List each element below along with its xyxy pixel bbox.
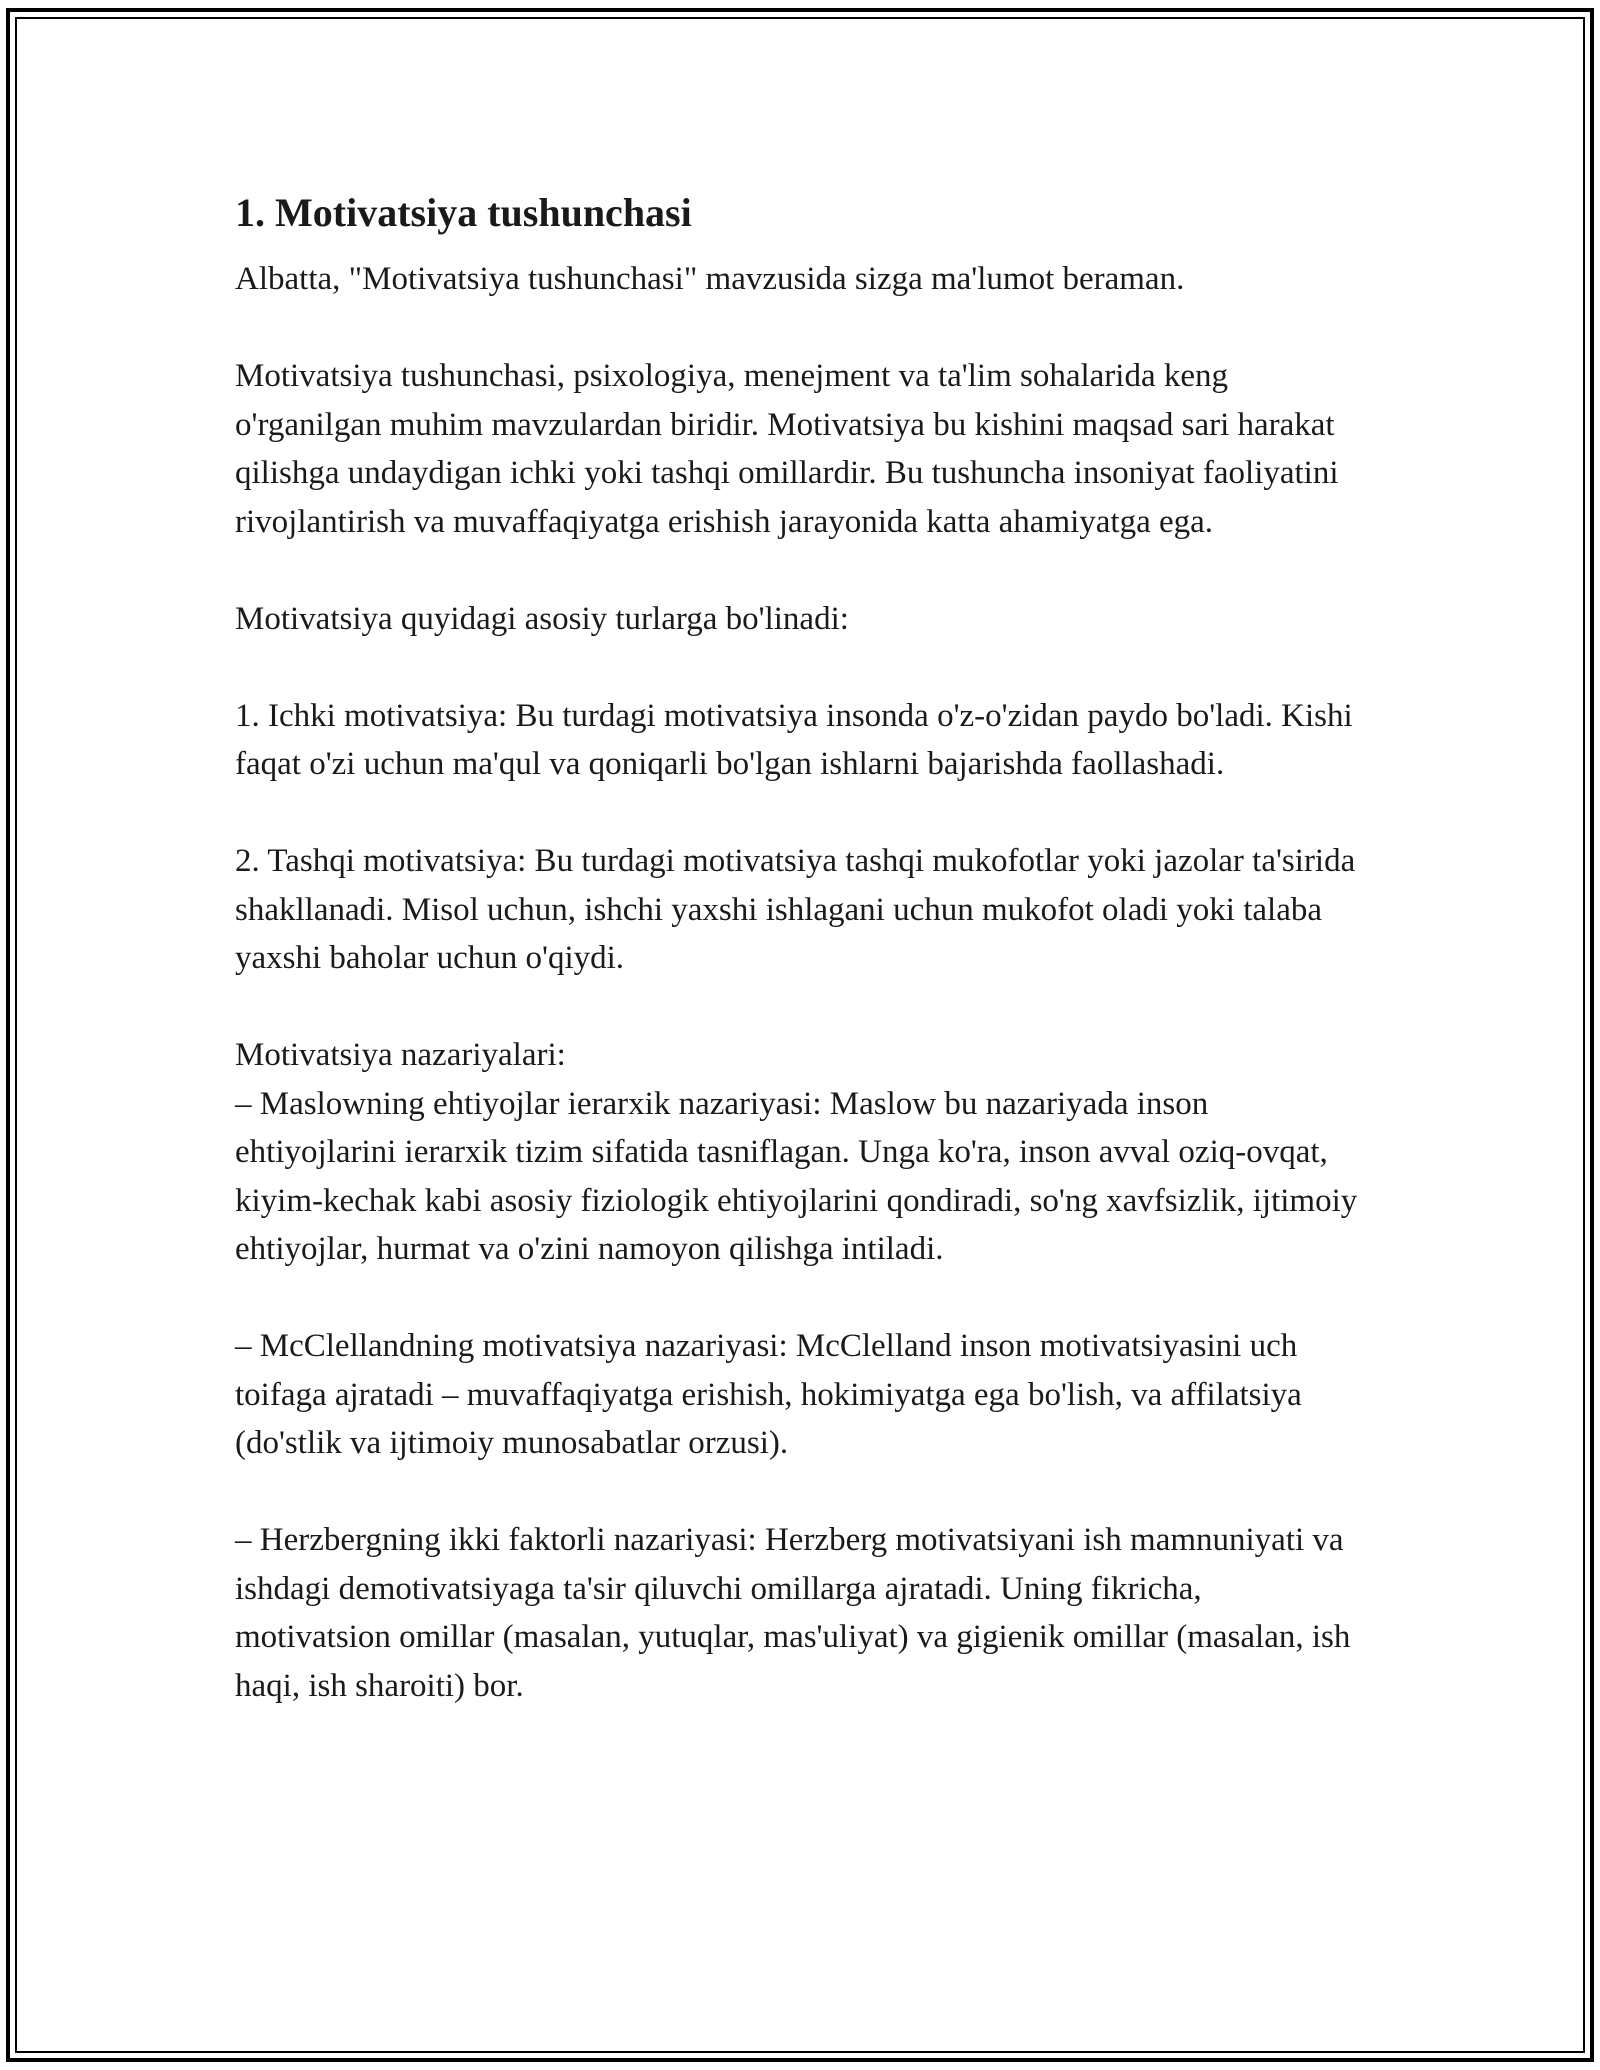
maslow-theory-paragraph: – Maslowning ehtiyojlar ierarxik nazariyasi: Maslow bu nazariyada inson ehtiyojlarini ierarxik tizim sifatida tasniflagan. Unga ko'ra, inson avval oziq-ovqat, kiyim-kechak kabi asosiy fiziologik ehtiyojlarini qondiradi, so'ng xavfsizlik, ijtimoiy ehtiyojlar, hurmat va o'zini namoyon qilishga intiladi. — [235, 1085, 1358, 1267]
document-body — [235, 185, 1365, 1759]
definition-paragraph: Motivatsiya tushunchasi, psixologiya, menejment va ta'lim sohalarida keng o'rganilgan muhim mavzulardan biridir. Motivatsiya bu kishini maqsad sari harakat qilishga undaydigan ichki yoki tashqi omillardir. Bu tushuncha insoniyat faoliyatini rivojlantirish va muvaffaqiyatga erishish jarayonida katta ahamiyatga ega. — [235, 358, 1339, 540]
intrinsic-motivation-paragraph: 1. Ichki motivatsiya: Bu turdagi motivatsiya insonda o'z-o'zidan paydo bo'ladi. Kishi faqat o'zi uchun ma'qul va qoniqarli bo'lgan ishlarni bajarishda faollashadi. — [235, 697, 1353, 782]
herzberg-theory-paragraph: – Herzbergning ikki faktorli nazariyasi: Herzberg motivatsiyani ish mamnuniyati va ishdagi demotivatsiyaga ta'sir qiluvchi omillarga ajratadi. Uning fikricha, motivatsion omillar (masalan, yutuqlar, mas'uliyat) va gigienik omillar (masalan, ish haqi, ish sharoiti) bor. — [235, 1522, 1351, 1704]
intro-paragraph: Albatta, "Motivatsiya tushunchasi" mavzusida sizga ma'lumot beraman. — [235, 261, 1185, 297]
theories-heading-paragraph: Motivatsiya nazariyalari: — [235, 1037, 566, 1073]
types-heading-paragraph: Motivatsiya quyidagi asosiy turlarga bo'linadi: — [235, 600, 849, 637]
extrinsic-motivation-paragraph: 2. Tashqi motivatsiya: Bu turdagi motivatsiya tashqi mukofotlar yoki jazolar ta'sirida shakllanadi. Misol uchun, ishchi yaxshi ishlagani uchun mukofot oladi yoki talaba yaxshi baholar uchun o'qiydi. — [235, 843, 1356, 976]
mcclelland-theory-paragraph: – McClellandning motivatsiya nazariyasi: McClelland inson motivatsiyasini uch toifaga ajratadi – muvaffaqiyatga erishish, hokimiyatga ega bo'lish, va affilatsiya (do'stlik va ijtimoiy munosabatlar orzusi). — [235, 1328, 1302, 1461]
document-title: 1. Motivatsiya tushunchasi — [235, 190, 692, 235]
